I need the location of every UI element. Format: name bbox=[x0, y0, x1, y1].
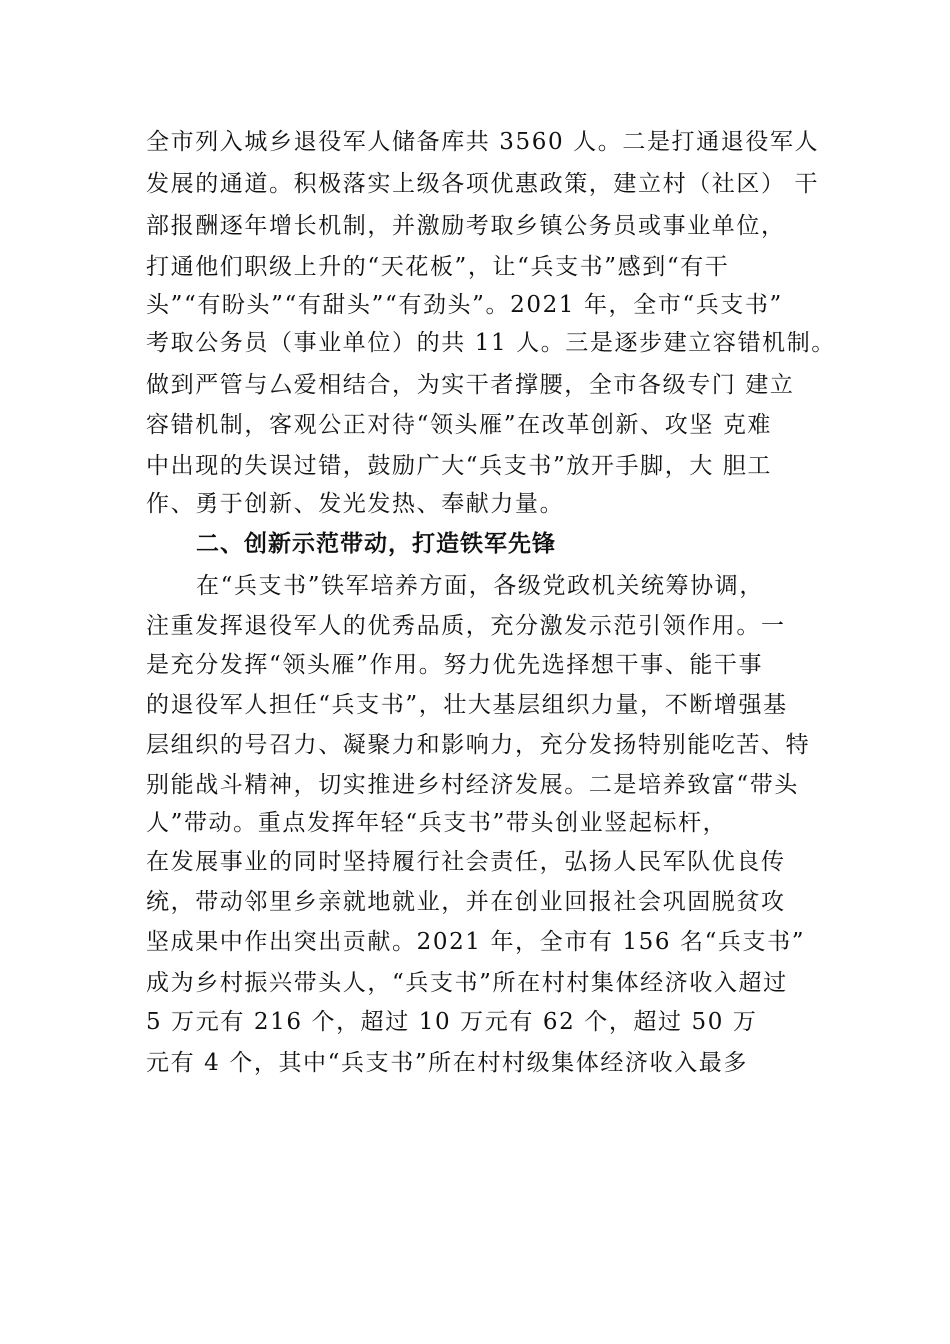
text-line: 成为乡村振兴带头人，“兵支书”所在村村集体经济收入超过 bbox=[146, 970, 788, 996]
text-line: 人”带动。重点发挥年轻“兵支书”带头创业竖起标杆， bbox=[146, 810, 728, 836]
text-line: 注重发挥退役军人的优秀品质，充分激发示范引领作用。一 bbox=[146, 613, 786, 639]
text-line: 的退役军人担任“兵支书”，壮大基层组织力量，不断增强基 bbox=[146, 692, 788, 718]
text-line: 在发展事业的同时坚持履行社会责任，弘扬人民军队优良传 bbox=[146, 849, 786, 875]
text-line: 做到严管与厶爱相结合，为实干者撑腰，全市各级专门 建立 bbox=[146, 372, 795, 398]
text-line: 部报酬逐年增长机制，并激励考取乡镇公务员或事业单位， bbox=[146, 213, 786, 239]
text-line: 元有 4 个，其中“兵支书”所在村村级集体经济收入最多 bbox=[146, 1050, 748, 1076]
text-line: 是充分发挥“领头雁”作用。努力优先选择想干事、能干事 bbox=[146, 652, 764, 678]
section-heading: 二、创新示范带动，打造铁军先锋 bbox=[196, 531, 556, 557]
text-line: 层组织的号召力、凝聚力和影响力，充分发扬特别能吃苦、特 bbox=[146, 732, 811, 758]
text-line: 坚成果中作出突出贡献。2021 年，全市有 156 名“兵支书” bbox=[146, 929, 806, 955]
text-line: 作、勇于创新、发光发热、奉献力量。 bbox=[146, 491, 565, 517]
text-line: 打通他们职级上升的“天花板”，让“兵支书”感到“有干 bbox=[146, 254, 730, 280]
text-line: 5 万元有 216 个，超过 10 万元有 62 个，超过 50 万 bbox=[146, 1009, 758, 1035]
text-line: 发展的通道。积极落实上级各项优惠政策，建立村（社区） 干 bbox=[146, 171, 820, 197]
text-line: 别能战斗精神，切实推进乡村经济发展。二是培养致富“带头 bbox=[146, 772, 799, 798]
text-line: 考取公务员（事业单位）的共 11 人。三是逐步建立容错机制。 bbox=[146, 330, 836, 356]
text-line: 中出现的失误过错，鼓励广大“兵支书”放开手脚，大 胆工 bbox=[146, 453, 773, 479]
text-line: 头”“有盼头”“有甜头”“有劲头”。2021 年，全市“兵支书” bbox=[146, 292, 783, 318]
text-line: 全市列入城乡退役军人储备库共 3560 人。二是打通退役军人 bbox=[146, 129, 820, 155]
text-line: 统，带动邻里乡亲就地就业，并在创业回报社会巩固脱贫攻 bbox=[146, 889, 786, 915]
text-line: 容错机制，客观公正对待“领头雁”在改革创新、攻坚 克难 bbox=[146, 412, 773, 438]
text-line: 在“兵支书”铁军培养方面，各级党政机关统筹协调， bbox=[196, 573, 764, 599]
